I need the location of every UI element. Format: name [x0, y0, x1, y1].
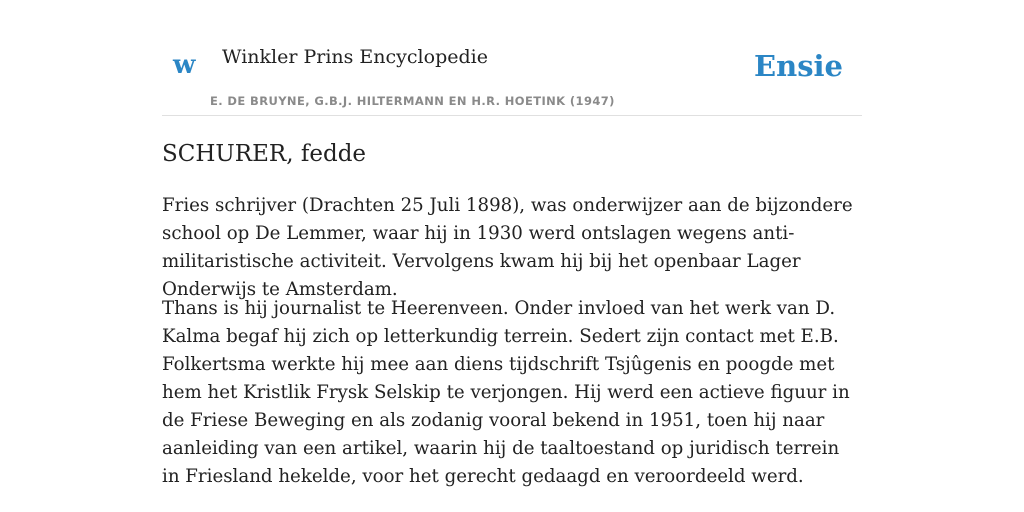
source-authors: E. DE BRUYNE, G.B.J. HILTERMANN EN H.R. HOETINK (1947): [210, 94, 615, 108]
entry-title: SCHURER, fedde: [162, 141, 367, 167]
article-page: [162, 0, 862, 512]
ensie-brand-logo[interactable]: Ensie: [754, 49, 843, 83]
entry-paragraph-1: Fries schrijver (Drachten 25 Juli 1898), was onderwijzer aan de bijzondere school op De Lemmer, waar hij in 1930 werd ontslagen wegens anti-militaristische activiteit. Vervolgens kwam hij bij het openbaar Lager Onderwijs te Amsterdam.: [162, 195, 853, 300]
winkler-prins-logo[interactable]: w: [173, 50, 196, 80]
encyclopedia-title[interactable]: Winkler Prins Encyclopedie: [222, 46, 488, 68]
source-header: [162, 0, 862, 116]
entry-paragraph-2: Thans is hij journalist te Heerenveen. Onder invloed van het werk van D. Kalma begaf hij zich op letterkundig terrein. Sedert zijn contact met E.B. Folkertsma werkte hij mee aan diens tijdschrift Tsjûgenis en poogde met hem het Kristlik Frysk Selskip te verjongen. Hij werd een actieve figuur in de Friese Beweging en als zodanig vooral bekend in 1951, toen hij naar aanleiding van een artikel, waarin hij de taaltoestand op juridisch terrein in Friesland hekelde, voor het gerecht gedaagd en veroordeeld werd.: [162, 298, 850, 487]
